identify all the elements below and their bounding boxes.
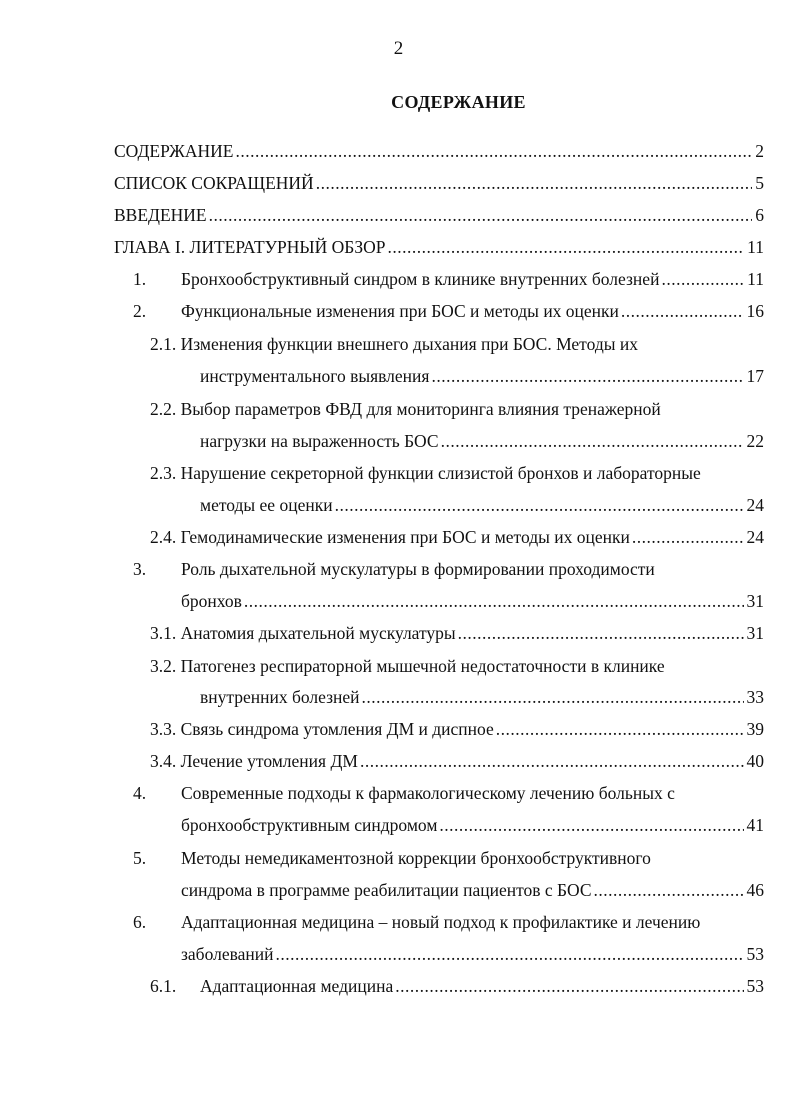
toc-entry-page: 33 bbox=[746, 687, 764, 707]
dot-leader bbox=[362, 686, 744, 708]
toc-entry-title: нагрузки на выраженность БОС bbox=[200, 431, 439, 451]
toc-entry-title: Бронхообструктивный синдром в клинике внутренних болезней bbox=[181, 269, 660, 289]
toc-entry[interactable] bbox=[114, 236, 764, 258]
toc-entry[interactable] bbox=[181, 590, 764, 612]
dot-leader bbox=[431, 365, 743, 387]
toc-entry-title: 3.3. Связь синдрома утомления ДМ и диспное bbox=[150, 719, 494, 739]
toc-entry[interactable] bbox=[114, 140, 764, 162]
toc-entry-number: 6. bbox=[133, 912, 147, 932]
toc-entry-title: 3.4. Лечение утомления ДМ bbox=[150, 751, 358, 771]
toc-entry[interactable] bbox=[181, 879, 764, 901]
toc-entry-title: СОДЕРЖАНИЕ bbox=[114, 141, 234, 161]
dot-leader bbox=[439, 814, 743, 836]
dot-leader bbox=[632, 526, 744, 548]
dot-leader bbox=[395, 975, 743, 997]
toc-entry-title: Адаптационная медицина bbox=[200, 976, 394, 996]
toc-entry-page: 39 bbox=[746, 719, 764, 739]
toc-entry-page: 31 bbox=[746, 623, 764, 643]
toc-entry-page: 53 bbox=[746, 944, 764, 964]
toc-entry-title-line1[interactable]: Адаптационная медицина – новый подход к профилактике и лечению bbox=[181, 912, 701, 932]
toc-entry-title: бронхообструктивным синдромом bbox=[181, 815, 438, 835]
toc-entry[interactable] bbox=[200, 975, 764, 997]
toc-entry-title: 2.4. Гемодинамические изменения при БОС и методы их оценки bbox=[150, 527, 630, 547]
toc-entry[interactable] bbox=[200, 365, 764, 387]
toc-entry[interactable] bbox=[200, 494, 764, 516]
toc-entry-page: 2 bbox=[755, 141, 764, 161]
page-number: 2 bbox=[393, 38, 404, 59]
dot-leader bbox=[235, 140, 752, 162]
toc-entry-title: методы ее оценки bbox=[200, 495, 333, 515]
toc-entry[interactable] bbox=[200, 686, 764, 708]
toc-entry-title: инструментального выявления bbox=[200, 366, 430, 386]
dot-leader bbox=[458, 622, 744, 644]
toc-entry-number: 6.1. bbox=[150, 976, 177, 996]
dot-leader bbox=[360, 750, 744, 772]
toc-entry[interactable] bbox=[150, 718, 764, 740]
dot-leader bbox=[496, 718, 744, 740]
toc-entry-title: синдрома в программе реабилитации пациентов с БОС bbox=[181, 880, 592, 900]
dot-leader bbox=[621, 300, 744, 322]
toc-entry[interactable] bbox=[114, 172, 764, 194]
toc-entry-page: 11 bbox=[747, 237, 764, 257]
toc-heading: СОДЕРЖАНИЕ bbox=[391, 92, 526, 112]
dot-leader bbox=[276, 943, 744, 965]
toc-entry[interactable] bbox=[114, 204, 764, 226]
toc-entry[interactable] bbox=[181, 268, 764, 290]
toc-entry[interactable] bbox=[150, 750, 764, 772]
toc-entry-page: 31 bbox=[746, 591, 764, 611]
toc-entry-page: 22 bbox=[746, 431, 764, 451]
toc-entry-page: 53 bbox=[746, 976, 764, 996]
toc-entry-number: 1. bbox=[133, 269, 147, 289]
toc-entry[interactable] bbox=[181, 814, 764, 836]
dot-leader bbox=[335, 494, 744, 516]
toc-entry-title: Функциональные изменения при БОС и методы их оценки bbox=[181, 301, 619, 321]
toc-entry-title: внутренних болезней bbox=[200, 687, 360, 707]
toc-entry-title-line1[interactable]: 2.3. Нарушение секреторной функции слизистой бронхов и лабораторные bbox=[150, 463, 701, 483]
toc-entry-page: 24 bbox=[746, 495, 764, 515]
dot-leader bbox=[661, 268, 744, 290]
dot-leader bbox=[388, 236, 745, 258]
dot-leader bbox=[244, 590, 744, 612]
toc-entry-page: 6 bbox=[755, 205, 764, 225]
toc-entry[interactable] bbox=[181, 943, 764, 965]
toc-entry-title: СПИСОК СОКРАЩЕНИЙ bbox=[114, 173, 314, 193]
toc-entry-page: 11 bbox=[747, 269, 764, 289]
toc-entry-page: 17 bbox=[746, 366, 764, 386]
dot-leader bbox=[441, 430, 744, 452]
toc-entry[interactable] bbox=[200, 430, 764, 452]
toc-entry-number: 4. bbox=[133, 783, 147, 803]
toc-entry-page: 40 bbox=[746, 751, 764, 771]
toc-entry-title-line1[interactable]: 3.2. Патогенез респираторной мышечной недостаточности в клинике bbox=[150, 656, 665, 676]
toc-entry-title-line1[interactable]: 2.1. Изменения функции внешнего дыхания при БОС. Методы их bbox=[150, 334, 638, 354]
toc-entry-page: 5 bbox=[755, 173, 764, 193]
toc-entry-title-line1[interactable]: Современные подходы к фармакологическому лечению больных с bbox=[181, 783, 675, 803]
toc-entry-title-line1[interactable]: 2.2. Выбор параметров ФВД для мониторинга влияния тренажерной bbox=[150, 399, 661, 419]
toc-entry-number: 2. bbox=[133, 301, 147, 321]
dot-leader bbox=[209, 204, 753, 226]
toc-entry-page: 41 bbox=[746, 815, 764, 835]
toc-entry-title: заболеваний bbox=[181, 944, 274, 964]
toc-entry-title: ВВЕДЕНИЕ bbox=[114, 205, 207, 225]
toc-entry-number: 3. bbox=[133, 559, 147, 579]
toc-entry-page: 24 bbox=[746, 527, 764, 547]
toc-entry-number: 5. bbox=[133, 848, 147, 868]
toc-entry[interactable] bbox=[181, 300, 764, 322]
toc-entry-page: 16 bbox=[746, 301, 764, 321]
dot-leader bbox=[316, 172, 753, 194]
dot-leader bbox=[594, 879, 744, 901]
toc-entry-title-line1[interactable]: Методы немедикаментозной коррекции бронхообструктивного bbox=[181, 848, 651, 868]
toc-entry-title: бронхов bbox=[181, 591, 242, 611]
toc-entry-title-line1[interactable]: Роль дыхательной мускулатуры в формировании проходимости bbox=[181, 559, 655, 579]
toc-entry-title: ГЛАВА I. ЛИТЕРАТУРНЫЙ ОБЗОР bbox=[114, 237, 386, 257]
toc-entry-title: 3.1. Анатомия дыхательной мускулатуры bbox=[150, 623, 456, 643]
toc-entry-page: 46 bbox=[746, 880, 764, 900]
toc-entry[interactable] bbox=[150, 526, 764, 548]
toc-entry[interactable] bbox=[150, 622, 764, 644]
